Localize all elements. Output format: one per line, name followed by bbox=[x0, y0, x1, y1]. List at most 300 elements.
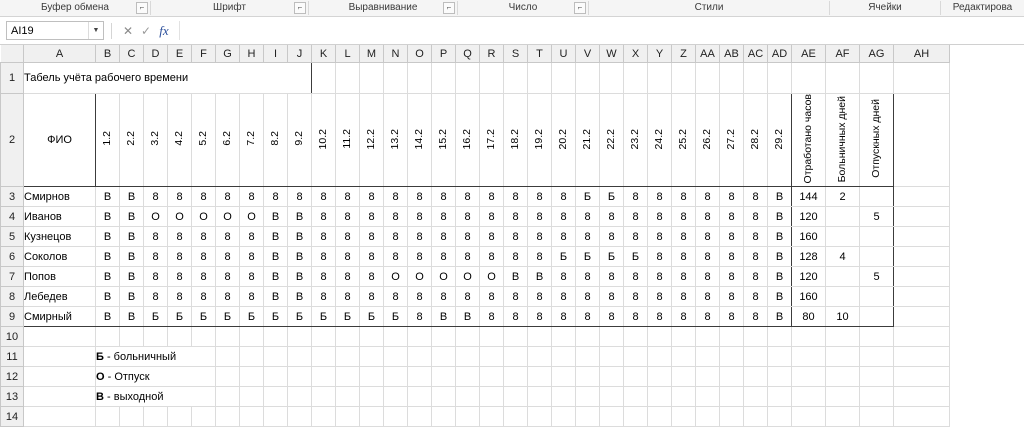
cell[interactable] bbox=[216, 347, 240, 367]
cell-day-value[interactable]: 8 bbox=[168, 287, 192, 307]
cell-day-value[interactable]: 8 bbox=[720, 207, 744, 227]
cell[interactable] bbox=[894, 227, 950, 247]
formula-input[interactable] bbox=[179, 21, 1018, 40]
cell-day-value[interactable]: 8 bbox=[144, 267, 168, 287]
ribbon-group-cells[interactable] bbox=[830, 0, 940, 16]
cell[interactable] bbox=[744, 407, 768, 427]
cell-day-value[interactable]: 8 bbox=[576, 267, 600, 287]
cell[interactable] bbox=[192, 327, 216, 347]
cell-day-value[interactable]: 8 bbox=[600, 287, 624, 307]
cell[interactable] bbox=[456, 367, 480, 387]
cell[interactable] bbox=[696, 63, 720, 94]
cell-day-value[interactable]: 8 bbox=[648, 247, 672, 267]
header-cell-date[interactable]: 27.2 bbox=[720, 94, 744, 187]
cell-day-value[interactable]: В bbox=[768, 227, 792, 247]
cell-legend[interactable] bbox=[96, 367, 216, 387]
cell-day-value[interactable]: 8 bbox=[696, 227, 720, 247]
header-cell-date[interactable]: 16.2 bbox=[456, 94, 480, 187]
column-header-j[interactable]: J bbox=[288, 45, 312, 63]
cell[interactable] bbox=[528, 347, 552, 367]
cell[interactable] bbox=[696, 367, 720, 387]
cell[interactable] bbox=[894, 267, 950, 287]
cell[interactable] bbox=[504, 407, 528, 427]
cell[interactable] bbox=[768, 367, 792, 387]
cell[interactable] bbox=[288, 367, 312, 387]
chevron-down-icon[interactable]: ▼ bbox=[88, 22, 103, 39]
cell[interactable] bbox=[826, 407, 860, 427]
cell-day-value[interactable]: 8 bbox=[168, 267, 192, 287]
cell-day-value[interactable]: Б bbox=[336, 307, 360, 327]
cell[interactable] bbox=[894, 367, 950, 387]
column-header-n[interactable]: N bbox=[384, 45, 408, 63]
header-cell-date[interactable]: 6.2 bbox=[216, 94, 240, 187]
row-header-13[interactable]: 13 bbox=[1, 387, 24, 407]
cell[interactable] bbox=[168, 327, 192, 347]
row-header-6[interactable]: 6 bbox=[1, 247, 24, 267]
header-cell-date[interactable]: 8.2 bbox=[264, 94, 288, 187]
column-header-t[interactable]: T bbox=[528, 45, 552, 63]
table-row[interactable] bbox=[1, 267, 950, 287]
cell-day-value[interactable]: В bbox=[120, 227, 144, 247]
table-row[interactable] bbox=[1, 187, 950, 207]
cell[interactable] bbox=[600, 327, 624, 347]
column-header-p[interactable]: P bbox=[432, 45, 456, 63]
cell-day-value[interactable]: В bbox=[96, 267, 120, 287]
cell-day-value[interactable]: Б bbox=[360, 307, 384, 327]
cell-day-value[interactable]: 8 bbox=[648, 287, 672, 307]
column-header-i[interactable]: I bbox=[264, 45, 288, 63]
cell[interactable] bbox=[528, 407, 552, 427]
cell-day-value[interactable]: 8 bbox=[624, 207, 648, 227]
cell-day-value[interactable]: 8 bbox=[456, 247, 480, 267]
cell[interactable] bbox=[120, 407, 144, 427]
cell[interactable] bbox=[600, 407, 624, 427]
cell-day-value[interactable]: 8 bbox=[672, 267, 696, 287]
cell[interactable] bbox=[144, 327, 168, 347]
ribbon-group-number[interactable] bbox=[458, 0, 588, 16]
cell-day-value[interactable]: 8 bbox=[720, 187, 744, 207]
cell-sick-days[interactable] bbox=[826, 227, 860, 247]
cell[interactable] bbox=[216, 327, 240, 347]
cell-day-value[interactable]: 8 bbox=[336, 207, 360, 227]
cell[interactable] bbox=[672, 63, 696, 94]
cell-day-value[interactable]: 8 bbox=[216, 187, 240, 207]
cell-employee-name[interactable]: Попов bbox=[24, 267, 96, 287]
cell-day-value[interactable]: В bbox=[264, 267, 288, 287]
cell-day-value[interactable]: 8 bbox=[312, 187, 336, 207]
cell[interactable] bbox=[528, 327, 552, 347]
header-cell-date[interactable]: 29.2 bbox=[768, 94, 792, 187]
cell-employee-name[interactable]: Смирный bbox=[24, 307, 96, 327]
cell-day-value[interactable]: В bbox=[528, 267, 552, 287]
cell-day-value[interactable]: О bbox=[432, 267, 456, 287]
cell-day-value[interactable]: 8 bbox=[744, 187, 768, 207]
cell[interactable] bbox=[576, 63, 600, 94]
header-cell-date[interactable]: 4.2 bbox=[168, 94, 192, 187]
cell[interactable] bbox=[894, 347, 950, 367]
cell[interactable] bbox=[24, 367, 96, 387]
cell-day-value[interactable]: 8 bbox=[648, 307, 672, 327]
cell-day-value[interactable]: 8 bbox=[216, 287, 240, 307]
cell[interactable] bbox=[264, 407, 288, 427]
cell[interactable] bbox=[336, 63, 360, 94]
cell-day-value[interactable]: 8 bbox=[480, 187, 504, 207]
column-header-u[interactable]: U bbox=[552, 45, 576, 63]
cell-day-value[interactable]: Б bbox=[168, 307, 192, 327]
cell[interactable] bbox=[288, 387, 312, 407]
cell[interactable] bbox=[696, 387, 720, 407]
cell[interactable] bbox=[768, 387, 792, 407]
cell-day-value[interactable]: 8 bbox=[720, 267, 744, 287]
cell[interactable] bbox=[432, 387, 456, 407]
cell-day-value[interactable]: 8 bbox=[336, 267, 360, 287]
header-cell-date[interactable]: 14.2 bbox=[408, 94, 432, 187]
cell-sick-days[interactable]: 10 bbox=[826, 307, 860, 327]
cell-employee-name[interactable]: Кузнецов bbox=[24, 227, 96, 247]
cell[interactable] bbox=[576, 367, 600, 387]
cell-day-value[interactable]: 8 bbox=[216, 267, 240, 287]
cell[interactable] bbox=[860, 347, 894, 367]
cell-day-value[interactable]: 8 bbox=[456, 227, 480, 247]
cell-day-value[interactable]: 8 bbox=[744, 287, 768, 307]
cell[interactable] bbox=[826, 387, 860, 407]
column-header-ae[interactable]: AE bbox=[792, 45, 826, 63]
cell-employee-name[interactable]: Соколов bbox=[24, 247, 96, 267]
cell[interactable] bbox=[894, 287, 950, 307]
cell-day-value[interactable]: 8 bbox=[408, 247, 432, 267]
cell[interactable] bbox=[600, 63, 624, 94]
header-cell-date[interactable]: 22.2 bbox=[600, 94, 624, 187]
ribbon-group-alignment[interactable] bbox=[309, 0, 457, 16]
cell[interactable] bbox=[528, 387, 552, 407]
header-cell-date[interactable]: 21.2 bbox=[576, 94, 600, 187]
cell[interactable] bbox=[720, 347, 744, 367]
cell-day-value[interactable]: 8 bbox=[384, 227, 408, 247]
cell-day-value[interactable]: В bbox=[120, 207, 144, 227]
cell-sick-days[interactable] bbox=[826, 267, 860, 287]
cell-day-value[interactable]: 8 bbox=[744, 207, 768, 227]
cell-day-value[interactable]: 8 bbox=[432, 287, 456, 307]
cell-day-value[interactable]: 8 bbox=[312, 227, 336, 247]
cell[interactable] bbox=[336, 347, 360, 367]
table-row[interactable] bbox=[1, 227, 950, 247]
cell[interactable] bbox=[528, 63, 552, 94]
cell-day-value[interactable]: 8 bbox=[192, 267, 216, 287]
cell-day-value[interactable]: О bbox=[408, 267, 432, 287]
cell-day-value[interactable]: 8 bbox=[672, 227, 696, 247]
column-header-y[interactable]: Y bbox=[648, 45, 672, 63]
cell-day-value[interactable]: В bbox=[288, 287, 312, 307]
cell-day-value[interactable]: В bbox=[768, 187, 792, 207]
column-header-c[interactable]: C bbox=[120, 45, 144, 63]
cell[interactable] bbox=[672, 387, 696, 407]
cell-day-value[interactable]: 8 bbox=[192, 287, 216, 307]
sheet-title-cell[interactable]: Табель учёта рабочего времени bbox=[24, 63, 312, 94]
cell-day-value[interactable]: 8 bbox=[720, 227, 744, 247]
cell[interactable] bbox=[240, 347, 264, 367]
cell[interactable] bbox=[432, 407, 456, 427]
cell-day-value[interactable]: 8 bbox=[528, 227, 552, 247]
cell[interactable] bbox=[894, 187, 950, 207]
cell-day-value[interactable]: 8 bbox=[552, 267, 576, 287]
cell[interactable] bbox=[216, 367, 240, 387]
cell[interactable] bbox=[480, 327, 504, 347]
cell[interactable] bbox=[552, 367, 576, 387]
cell[interactable] bbox=[144, 407, 168, 427]
cell-day-value[interactable]: 8 bbox=[336, 247, 360, 267]
cell[interactable] bbox=[894, 307, 950, 327]
cell[interactable] bbox=[336, 387, 360, 407]
column-header-ah[interactable]: AH bbox=[894, 45, 950, 63]
cell-day-value[interactable]: Б bbox=[192, 307, 216, 327]
cell-day-value[interactable]: 8 bbox=[240, 287, 264, 307]
table-row[interactable] bbox=[1, 287, 950, 307]
cell-day-value[interactable]: 8 bbox=[312, 287, 336, 307]
cell-day-value[interactable]: 8 bbox=[480, 307, 504, 327]
cell[interactable] bbox=[432, 367, 456, 387]
cell-day-value[interactable]: 8 bbox=[168, 227, 192, 247]
cell[interactable] bbox=[504, 63, 528, 94]
cell[interactable] bbox=[408, 63, 432, 94]
column-header-w[interactable]: W bbox=[600, 45, 624, 63]
header-cell-date[interactable]: 5.2 bbox=[192, 94, 216, 187]
cell-day-value[interactable]: 8 bbox=[168, 247, 192, 267]
cell[interactable] bbox=[480, 367, 504, 387]
header-cell-date[interactable]: 20.2 bbox=[552, 94, 576, 187]
cell[interactable] bbox=[894, 387, 950, 407]
cell-day-value[interactable]: О bbox=[480, 267, 504, 287]
cell-day-value[interactable]: 8 bbox=[408, 307, 432, 327]
cell-day-value[interactable]: В bbox=[120, 287, 144, 307]
cell-day-value[interactable]: 8 bbox=[600, 207, 624, 227]
column-header-aa[interactable]: AA bbox=[696, 45, 720, 63]
cell-day-value[interactable]: В bbox=[120, 307, 144, 327]
cell[interactable] bbox=[648, 347, 672, 367]
cell-day-value[interactable]: 8 bbox=[264, 187, 288, 207]
cell-day-value[interactable]: 8 bbox=[192, 247, 216, 267]
cell-day-value[interactable]: В bbox=[96, 247, 120, 267]
column-header-s[interactable]: S bbox=[504, 45, 528, 63]
header-cell-date[interactable]: 3.2 bbox=[144, 94, 168, 187]
cell-day-value[interactable]: 8 bbox=[432, 187, 456, 207]
column-header-b[interactable]: B bbox=[96, 45, 120, 63]
cell[interactable] bbox=[860, 387, 894, 407]
cell-day-value[interactable]: О bbox=[456, 267, 480, 287]
cell-day-value[interactable]: 8 bbox=[504, 227, 528, 247]
cell[interactable] bbox=[826, 347, 860, 367]
cell[interactable] bbox=[826, 63, 860, 94]
cell[interactable] bbox=[792, 347, 826, 367]
row-header-8[interactable]: 8 bbox=[1, 287, 24, 307]
cell[interactable] bbox=[860, 407, 894, 427]
cell-employee-name[interactable]: Лебедев bbox=[24, 287, 96, 307]
cell-day-value[interactable]: 8 bbox=[240, 267, 264, 287]
cell-day-value[interactable]: Б bbox=[576, 247, 600, 267]
cell[interactable] bbox=[624, 63, 648, 94]
cell-vacation-days[interactable] bbox=[860, 227, 894, 247]
column-header-v[interactable]: V bbox=[576, 45, 600, 63]
cell[interactable] bbox=[600, 347, 624, 367]
select-all-corner[interactable] bbox=[1, 45, 24, 63]
cell[interactable] bbox=[288, 347, 312, 367]
ribbon-group-font[interactable] bbox=[151, 0, 308, 16]
cell[interactable] bbox=[744, 347, 768, 367]
cell[interactable] bbox=[894, 94, 950, 187]
row-header-9[interactable]: 9 bbox=[1, 307, 24, 327]
cell-day-value[interactable]: 8 bbox=[552, 227, 576, 247]
cell-day-value[interactable]: Б bbox=[552, 247, 576, 267]
column-header-o[interactable]: O bbox=[408, 45, 432, 63]
column-header-ag[interactable]: AG bbox=[860, 45, 894, 63]
cell-day-value[interactable]: 8 bbox=[480, 207, 504, 227]
cell[interactable] bbox=[216, 387, 240, 407]
cell-day-value[interactable]: 8 bbox=[480, 287, 504, 307]
cell-day-value[interactable]: 8 bbox=[240, 227, 264, 247]
cell[interactable] bbox=[894, 247, 950, 267]
cell[interactable] bbox=[408, 347, 432, 367]
cell-day-value[interactable]: В bbox=[264, 207, 288, 227]
cell-day-value[interactable]: 8 bbox=[552, 307, 576, 327]
cell-day-value[interactable]: В bbox=[432, 307, 456, 327]
cell-day-value[interactable]: 8 bbox=[600, 227, 624, 247]
sheet-table[interactable] bbox=[0, 45, 950, 427]
cell[interactable] bbox=[894, 63, 950, 94]
cell-day-value[interactable]: 8 bbox=[504, 207, 528, 227]
cell[interactable] bbox=[624, 387, 648, 407]
cell-day-value[interactable]: 8 bbox=[384, 207, 408, 227]
cell[interactable] bbox=[384, 407, 408, 427]
cell-day-value[interactable]: 8 bbox=[528, 207, 552, 227]
cell[interactable] bbox=[384, 347, 408, 367]
cell[interactable] bbox=[696, 407, 720, 427]
cell-day-value[interactable]: В bbox=[768, 287, 792, 307]
cell[interactable] bbox=[894, 327, 950, 347]
cell-day-value[interactable]: 8 bbox=[360, 207, 384, 227]
cell-day-value[interactable]: 8 bbox=[144, 247, 168, 267]
cell[interactable] bbox=[408, 327, 432, 347]
cell-day-value[interactable]: Б bbox=[264, 307, 288, 327]
cell-day-value[interactable]: 8 bbox=[648, 267, 672, 287]
cell-day-value[interactable]: 8 bbox=[240, 187, 264, 207]
cell[interactable] bbox=[432, 327, 456, 347]
cell-employee-name[interactable]: Смирнов bbox=[24, 187, 96, 207]
cell-day-value[interactable]: 8 bbox=[288, 187, 312, 207]
cell-day-value[interactable]: 8 bbox=[672, 247, 696, 267]
cell-day-value[interactable]: В bbox=[96, 207, 120, 227]
cell[interactable] bbox=[384, 63, 408, 94]
cell[interactable] bbox=[288, 407, 312, 427]
cell[interactable] bbox=[792, 327, 826, 347]
cell-day-value[interactable]: В bbox=[768, 207, 792, 227]
cell-day-value[interactable]: 8 bbox=[648, 187, 672, 207]
cell-day-value[interactable]: 8 bbox=[504, 307, 528, 327]
cell-vacation-days[interactable]: 5 bbox=[860, 207, 894, 227]
cell[interactable] bbox=[312, 407, 336, 427]
cell[interactable] bbox=[552, 327, 576, 347]
cell-day-value[interactable]: 8 bbox=[192, 227, 216, 247]
column-header-ad[interactable]: AD bbox=[768, 45, 792, 63]
cell[interactable] bbox=[312, 63, 336, 94]
row-header-11[interactable]: 11 bbox=[1, 347, 24, 367]
cell[interactable] bbox=[312, 367, 336, 387]
cell[interactable] bbox=[624, 407, 648, 427]
column-header-k[interactable]: K bbox=[312, 45, 336, 63]
cell[interactable] bbox=[96, 407, 120, 427]
cell[interactable] bbox=[648, 327, 672, 347]
cell[interactable] bbox=[768, 327, 792, 347]
cell[interactable] bbox=[432, 63, 456, 94]
cell[interactable] bbox=[576, 347, 600, 367]
cell-day-value[interactable]: 8 bbox=[480, 247, 504, 267]
cell[interactable] bbox=[96, 327, 120, 347]
cell-day-value[interactable]: 8 bbox=[456, 207, 480, 227]
cell-worked-hours[interactable]: 160 bbox=[792, 287, 826, 307]
cell[interactable] bbox=[24, 327, 96, 347]
cell[interactable] bbox=[360, 63, 384, 94]
cell[interactable] bbox=[720, 327, 744, 347]
cell-day-value[interactable]: 8 bbox=[360, 247, 384, 267]
cell-worked-hours[interactable]: 120 bbox=[792, 267, 826, 287]
cell[interactable] bbox=[826, 327, 860, 347]
cell[interactable] bbox=[744, 327, 768, 347]
column-header-e[interactable]: E bbox=[168, 45, 192, 63]
cell[interactable] bbox=[600, 387, 624, 407]
cell-day-value[interactable]: Б bbox=[312, 307, 336, 327]
cell[interactable] bbox=[720, 387, 744, 407]
cell[interactable] bbox=[336, 407, 360, 427]
cell-day-value[interactable]: 8 bbox=[672, 207, 696, 227]
cell[interactable] bbox=[192, 407, 216, 427]
cell-day-value[interactable]: 8 bbox=[648, 207, 672, 227]
cell[interactable] bbox=[480, 407, 504, 427]
cell-worked-hours[interactable]: 160 bbox=[792, 227, 826, 247]
cell[interactable] bbox=[894, 407, 950, 427]
cell[interactable] bbox=[408, 407, 432, 427]
table-row[interactable] bbox=[1, 247, 950, 267]
column-header-l[interactable]: L bbox=[336, 45, 360, 63]
cell-day-value[interactable]: 8 bbox=[336, 187, 360, 207]
cell-day-value[interactable]: 8 bbox=[672, 287, 696, 307]
cell-day-value[interactable]: О bbox=[216, 207, 240, 227]
cell[interactable] bbox=[312, 387, 336, 407]
cell[interactable] bbox=[360, 347, 384, 367]
cell-day-value[interactable]: В bbox=[288, 227, 312, 247]
cell[interactable] bbox=[264, 367, 288, 387]
cell-day-value[interactable]: 8 bbox=[672, 187, 696, 207]
cell-vacation-days[interactable] bbox=[860, 307, 894, 327]
cell-day-value[interactable]: 8 bbox=[456, 287, 480, 307]
cell-day-value[interactable]: О bbox=[192, 207, 216, 227]
cell-day-value[interactable]: 8 bbox=[576, 307, 600, 327]
column-header-a[interactable]: A bbox=[24, 45, 96, 63]
cell-day-value[interactable]: 8 bbox=[144, 187, 168, 207]
column-header-r[interactable]: R bbox=[480, 45, 504, 63]
cell[interactable] bbox=[624, 367, 648, 387]
cell[interactable] bbox=[264, 327, 288, 347]
cell-day-value[interactable]: 8 bbox=[384, 287, 408, 307]
ribbon-group-styles[interactable] bbox=[589, 0, 829, 16]
cell[interactable] bbox=[624, 347, 648, 367]
row-header-5[interactable]: 5 bbox=[1, 227, 24, 247]
ribbon-group-clipboard[interactable] bbox=[0, 0, 150, 16]
name-box[interactable] bbox=[6, 21, 104, 40]
cell[interactable] bbox=[408, 367, 432, 387]
cell[interactable] bbox=[384, 327, 408, 347]
column-header-m[interactable]: M bbox=[360, 45, 384, 63]
cell-day-value[interactable]: 8 bbox=[600, 307, 624, 327]
header-cell-date[interactable]: 11.2 bbox=[336, 94, 360, 187]
cell-day-value[interactable]: 8 bbox=[624, 267, 648, 287]
